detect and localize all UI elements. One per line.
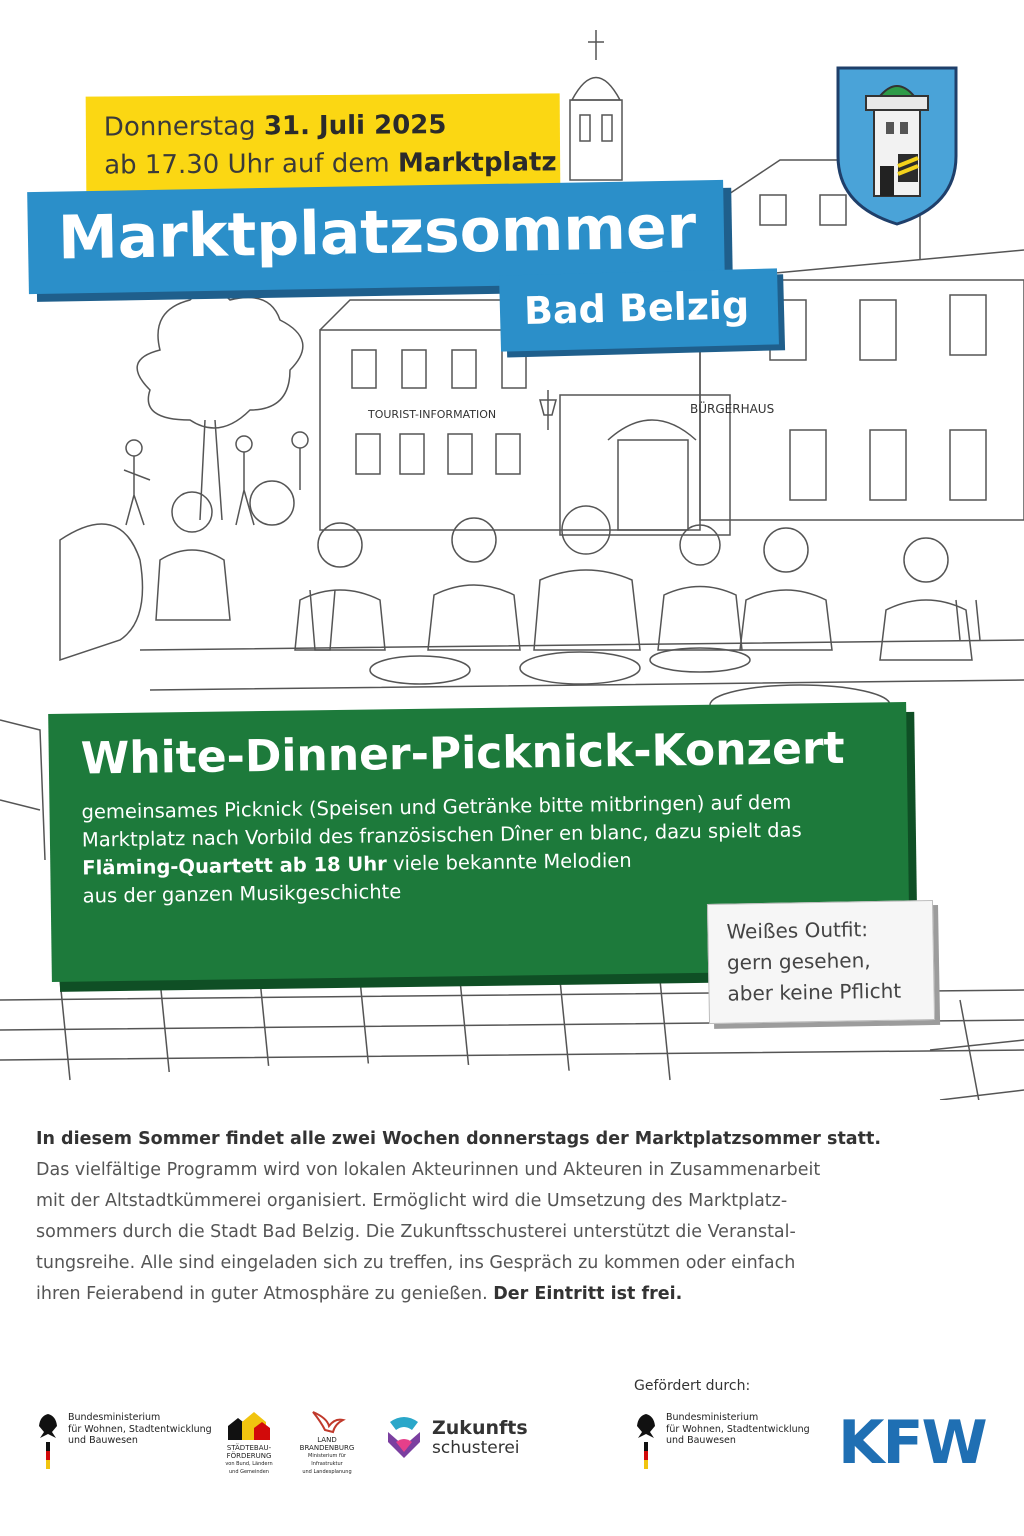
event-line-2: Marktplatz nach Vorbild des französischen Dîner en blanc, dazu spielt das: [81, 818, 802, 852]
event-date: 31. Juli 2025: [263, 110, 447, 142]
event-place: Marktplatz: [397, 147, 557, 179]
staedtebau-text: [224, 1444, 274, 1476]
ministry-line-2: für Wohnen, Stadtentwicklung: [68, 1423, 212, 1435]
houses-icon: [224, 1410, 274, 1440]
poster-subtitle: Bad Belzig: [523, 283, 750, 334]
staedtebau-line-2: FÖRDERUNG: [226, 1452, 272, 1460]
coat-of-arms-icon: [836, 66, 958, 226]
event-description: [81, 787, 878, 910]
poster-title: Marktplatzsommer: [57, 192, 697, 274]
brandenburg-logo: [292, 1408, 362, 1476]
brandenburg-text: [292, 1436, 362, 1476]
date-line: [104, 105, 560, 146]
federal-eagle-icon: [634, 1412, 658, 1470]
event-line-1: gemeinsames Picknick (Speisen und Getränke bitte mitbringen) auf dem: [81, 790, 792, 824]
body-line-2: Das vielfältige Programm wird von lokalen Akteurinnen und Akteuren in Zusammenarbeit: [36, 1160, 821, 1180]
time-line: [104, 143, 560, 184]
brandenburg-line-1: LAND: [317, 1436, 337, 1444]
event-line-3-rest: viele bekannte Melodien: [386, 848, 632, 876]
ministry-logo-funded: [634, 1412, 810, 1470]
body-paragraph: [36, 1124, 936, 1310]
staedtebau-logo: [224, 1410, 274, 1476]
event-title: White-Dinner-Picknick-Konzert: [80, 722, 845, 785]
federal-eagle-icon: [36, 1412, 60, 1470]
ministry-funded-line-2: für Wohnen, Stadtentwicklung: [666, 1423, 810, 1435]
ministry-line-3: und Bauwesen: [68, 1435, 138, 1446]
brandenburg-line-2: BRANDENBURG: [299, 1444, 355, 1452]
body-line-6-text: ihren Feierabend in guter Atmosphäre zu genießen.: [36, 1284, 488, 1304]
body-line-1: [36, 1124, 936, 1155]
ministry-funded-line-1: Bundesministerium: [666, 1412, 759, 1423]
ministry-logo: [36, 1412, 212, 1470]
time-text: ab 17.30 Uhr auf dem: [104, 148, 390, 181]
red-eagle-icon: [307, 1408, 347, 1436]
outfit-line-2: gern gesehen,: [726, 948, 871, 975]
schusterei-word: schusterei: [432, 1438, 520, 1458]
body-line-4: sommers durch die Stadt Bad Belzig. Die Zukunftsschusterei unterstützt die Veranstal-: [36, 1222, 796, 1242]
ministry-name-funded: [666, 1412, 810, 1447]
brandenburg-line-4: und Landesplanung: [302, 1469, 352, 1475]
zukunftsschusterei-icon: [382, 1412, 426, 1464]
zukunfts-word: Zukunfts: [432, 1417, 528, 1439]
zukunftsschusterei-name: [432, 1418, 528, 1458]
ministry-line-1: Bundesministerium: [68, 1412, 161, 1423]
subtitle-banner: [499, 268, 779, 351]
brandenburg-line-3: Ministerium für Infrastruktur: [308, 1453, 346, 1467]
outfit-line-3: aber keine Pflicht: [727, 978, 902, 1006]
ministry-funded-line-3: und Bauwesen: [666, 1435, 736, 1446]
weekday: Donnerstag: [103, 111, 256, 143]
sign-tourist-information: TOURIST-INFORMATION: [368, 408, 497, 421]
staedtebau-line-1: STÄDTEBAU-: [226, 1444, 272, 1452]
date-banner: [86, 93, 561, 194]
event-line-4: aus der ganzen Musikgeschichte: [82, 880, 402, 908]
funded-by-label: Gefördert durch:: [634, 1378, 751, 1394]
free-entry-text: Der Eintritt ist frei.: [493, 1284, 683, 1304]
ministry-name: [68, 1412, 212, 1447]
outfit-line-1: Weißes Outfit:: [726, 917, 869, 944]
body-line-3: mit der Altstadtkümmerei organisiert. Ermöglicht wird die Umsetzung des Marktplatz-: [36, 1191, 788, 1211]
staedtebau-line-3: von Bund, Ländern und Gemeinden: [225, 1461, 273, 1475]
kfw-logo: KFW: [838, 1408, 986, 1478]
body-line-5: tungsreihe. Alle sind eingeladen sich zu treffen, ins Gespräch zu kommen oder einfach: [36, 1253, 796, 1273]
quartet-text: Fläming-Quartett ab 18 Uhr: [82, 852, 387, 880]
zukunftsschusterei-logo: [382, 1412, 528, 1464]
body-intro: In diesem Sommer findet alle zwei Wochen donnerstags der Marktplatzsommer statt.: [36, 1129, 881, 1149]
outfit-note: [707, 900, 935, 1024]
sign-buergerhaus: BÜRGERHAUS: [690, 402, 775, 416]
body-line-6: [36, 1279, 936, 1310]
